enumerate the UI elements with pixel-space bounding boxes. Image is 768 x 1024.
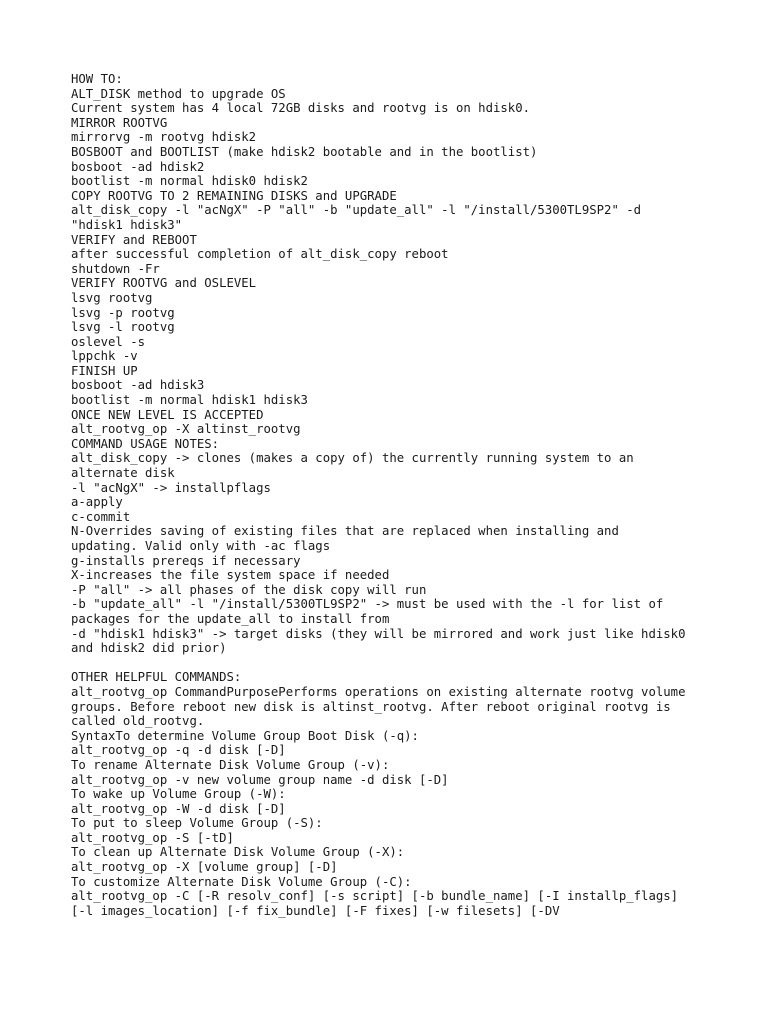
text-line: VERIFY and REBOOT (71, 232, 197, 247)
blank-line (71, 656, 711, 671)
text-line: bosboot -ad hdisk3 (71, 378, 205, 393)
text-line: mirrorvg -m rootvg hdisk2 (71, 130, 257, 145)
text-line: [-l images_location] [-f fix_bundle] [-F fixes] [-w filesets] [-DV (71, 903, 560, 918)
text-line: lppchk -v (71, 349, 138, 364)
text-line: N-Overrides saving of existing files that are replaced when installing and (71, 524, 619, 539)
text-line: -P "all" -> all phases of the disk copy will run (71, 582, 427, 597)
text-line: "hdisk1 hdisk3" (71, 217, 183, 232)
text-line: OTHER HELPFUL COMMANDS: (71, 670, 242, 685)
text-line: MIRROR ROOTVG (71, 115, 168, 130)
text-line: -d "hdisk1 hdisk3" -> target disks (they will be mirrored and work just like hdisk0 (71, 626, 686, 641)
text-line: FINISH UP (71, 363, 138, 378)
text-line: bootlist -m normal hdisk1 hdisk3 (71, 393, 308, 408)
text-line: alt_rootvg_op -X [volume group] [-D] (71, 860, 338, 875)
text-line: lsvg -l rootvg (71, 320, 175, 335)
text-line: shutdown -Fr (71, 261, 160, 276)
text-line: g-installs prereqs if necessary (71, 553, 301, 568)
text-line: SyntaxTo determine Volume Group Boot Disk (-q): (71, 728, 419, 743)
text-line: alt_rootvg_op -X altinst_rootvg (71, 422, 301, 437)
text-line: c-commit (71, 509, 131, 524)
text-line: updating. Valid only with -ac flags (71, 539, 331, 553)
text-line: lsvg rootvg (71, 290, 153, 305)
text-line: lsvg -p rootvg (71, 305, 175, 320)
text-line: alt_rootvg_op -q -d disk [-D] (71, 743, 286, 758)
text-line: ALT_DISK method to upgrade OS (71, 86, 286, 101)
text-line: alt_disk_copy -> clones (makes a copy of) the currently running system to an (71, 451, 634, 466)
text-line: To customize Alternate Disk Volume Group (-C): (71, 874, 412, 889)
text-line: To put to sleep Volume Group (-S): (71, 816, 323, 831)
text-line: VERIFY ROOTVG and OSLEVEL (71, 276, 257, 291)
text-line: To wake up Volume Group (-W): (71, 787, 286, 802)
text-line: oslevel -s (71, 334, 146, 349)
text-line: a-apply (71, 495, 123, 510)
text-line: bootlist -m normal hdisk0 hdisk2 (71, 174, 308, 189)
text-line: alt_rootvg_op CommandPurposePerforms operations on existing alternate rootvg volume (71, 684, 686, 699)
text-line: alt_rootvg_op -v new volume group name -d disk [-D] (71, 772, 449, 787)
text-line: ONCE NEW LEVEL IS ACCEPTED (71, 407, 264, 422)
text-line: BOSBOOT and BOOTLIST (make hdisk2 bootable and in the bootlist) (71, 144, 538, 159)
text-line: HOW TO: (71, 72, 123, 86)
text-line: alt_rootvg_op -W -d disk [-D] (71, 801, 286, 816)
text-line: bosboot -ad hdisk2 (71, 159, 205, 174)
text-line: called old_rootvg. (71, 714, 205, 729)
text-line: To rename Alternate Disk Volume Group (-v): (71, 757, 390, 772)
text-line: and hdisk2 did prior) (71, 641, 227, 656)
text-line: -l "acNgX" -> installpflags (71, 480, 271, 495)
text-line: Current system has 4 local 72GB disks and rootvg is on hdisk0. (71, 101, 531, 116)
text-line: alt_disk_copy -l "acNgX" -P "all" -b "update_all" -l "/install/5300TL9SP2" -d (71, 203, 642, 218)
text-line: X-increases the file system space if needed (71, 568, 390, 583)
text-line: alt_rootvg_op -S [-tD] (71, 830, 234, 845)
text-line: COMMAND USAGE NOTES: (71, 436, 220, 451)
text-line: COPY ROOTVG TO 2 REMAINING DISKS and UPGRADE (71, 188, 397, 203)
document-body (71, 72, 711, 918)
text-line: alt_rootvg_op -C [-R resolv_conf] [-s script] [-b bundle_name] [-I installp_flags] (71, 889, 679, 904)
text-line: groups. Before reboot new disk is altinst_rootvg. After reboot original rootvg is (71, 699, 671, 714)
text-line: after successful completion of alt_disk_copy reboot (71, 247, 449, 262)
text-line: alternate disk (71, 466, 175, 481)
text-line: -b "update_all" -l "/install/5300TL9SP2" -> must be used with the -l for list of (71, 597, 664, 612)
text-line: To clean up Alternate Disk Volume Group (-X): (71, 845, 405, 860)
text-line: packages for the update_all to install from (71, 611, 390, 626)
